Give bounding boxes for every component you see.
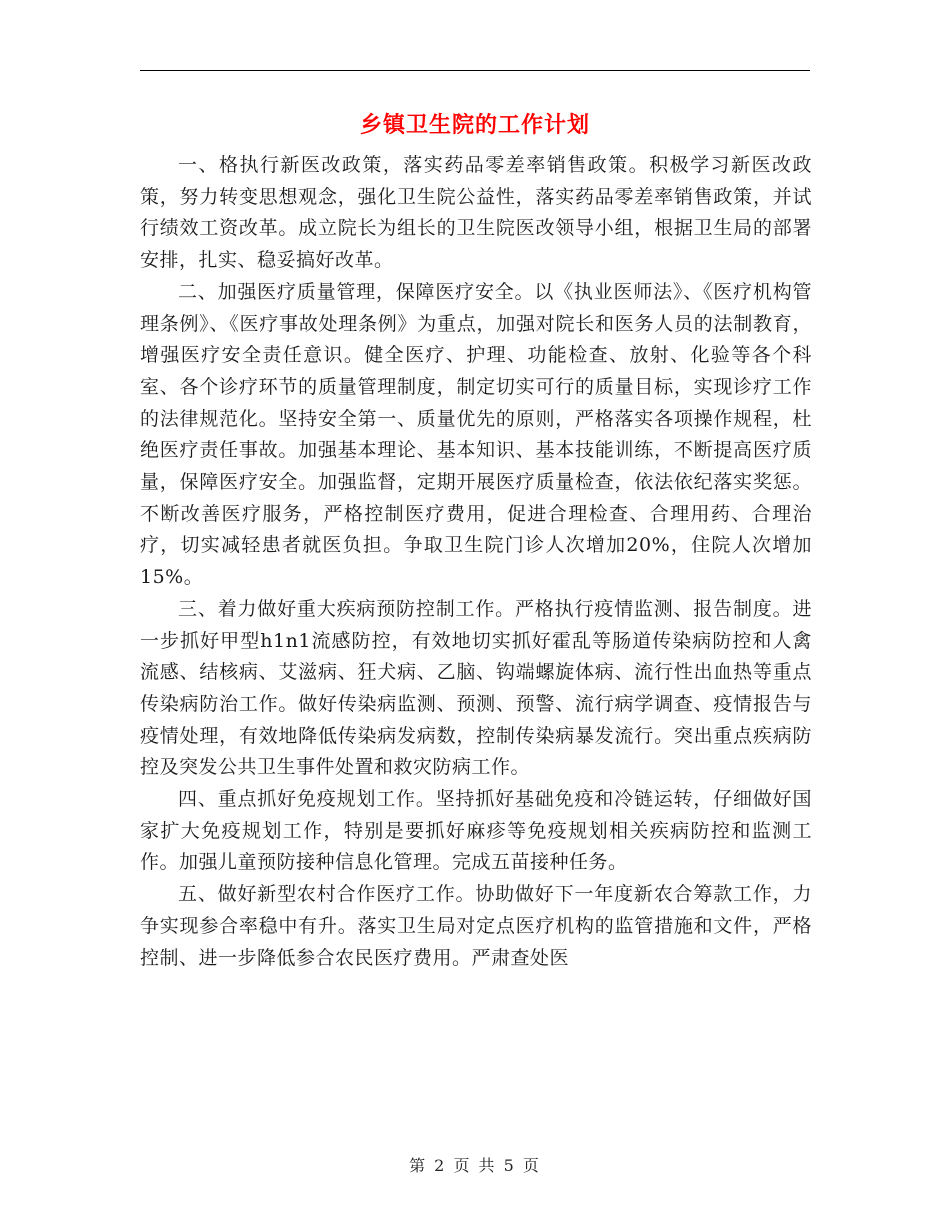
paragraph-4: 四、重点抓好免疫规划工作。坚持抓好基础免疫和冷链运转，仔细做好国家扩大免疫规划工作，特别是要抓好麻疹等免疫规划相关疾病防控和监测工作。加强儿童预防接种信息化管理。完成五苗接种任务。 (140, 788, 812, 874)
paragraph-1: 一、格执行新医改政策，落实药品零差率销售政策。积极学习新医改政策，努力转变思想观念，强化卫生院公益性，落实药品零差率销售政策，并试行绩效工资改革。成立院长为组长的卫生院医改领导小组，根据卫生局的部署安排，扎实、稳妥搞好改革。 (140, 154, 812, 272)
page-number-footer: 第 2 页 共 5 页 (409, 1156, 541, 1175)
header-rule (140, 70, 810, 71)
paragraph-2: 二、加强医疗质量管理，保障医疗安全。以《执业医师法》、《医疗机构管理条例》、《医疗事故处理条例》为重点，加强对院长和医务人员的法制教育，增强医疗安全责任意识。健全医疗、护理、功能检查、放射、化验等各个科室、各个诊疗环节的质量管理制度，制定切实可行的质量目标，实现诊疗工作的法律规范化。坚持安全第一、质量优先的原则，严格落实各项操作规程，杜绝医疗责任事故。加强基本理论、基本知识、基本技能训练，不断提高医疗质量，保障医疗安全。加强监督，定期开展医疗质量检查，依法依纪落实奖惩。不断改善医疗服务，严格控制医疗费用，促进合理检查、合理用药、合理治疗，切实减轻患者就医负担。争取卫生院门诊人次增加20%，住院人次增加15%。 (140, 280, 812, 589)
paragraph-3: 三、着力做好重大疾病预防控制工作。严格执行疫情监测、报告制度。进一步抓好甲型h1n1流感防控，有效地切实抓好霍乱等肠道传染病防控和人禽流感、结核病、艾滋病、狂犬病、乙脑、钩端螺旋体病、流行性出血热等重点传染病防治工作。做好传染病监测、预测、预警、流行病学调查、疫情报告与疫情处理，有效地降低传染病发病数，控制传染病暴发流行。突出重点疾病防控及突发公共卫生事件处置和救灾防病工作。 (140, 597, 812, 779)
document-title: 乡镇卫生院的工作计划 (359, 112, 590, 138)
document-body (140, 150, 812, 974)
paragraph-5: 五、做好新型农村合作医疗工作。协助做好下一年度新农合筹款工作，力争实现参合率稳中有升。落实卫生局对定点医疗机构的监管措施和文件，严格控制、进一步降低参合农民医疗费用。严肃查处医 (140, 883, 812, 969)
